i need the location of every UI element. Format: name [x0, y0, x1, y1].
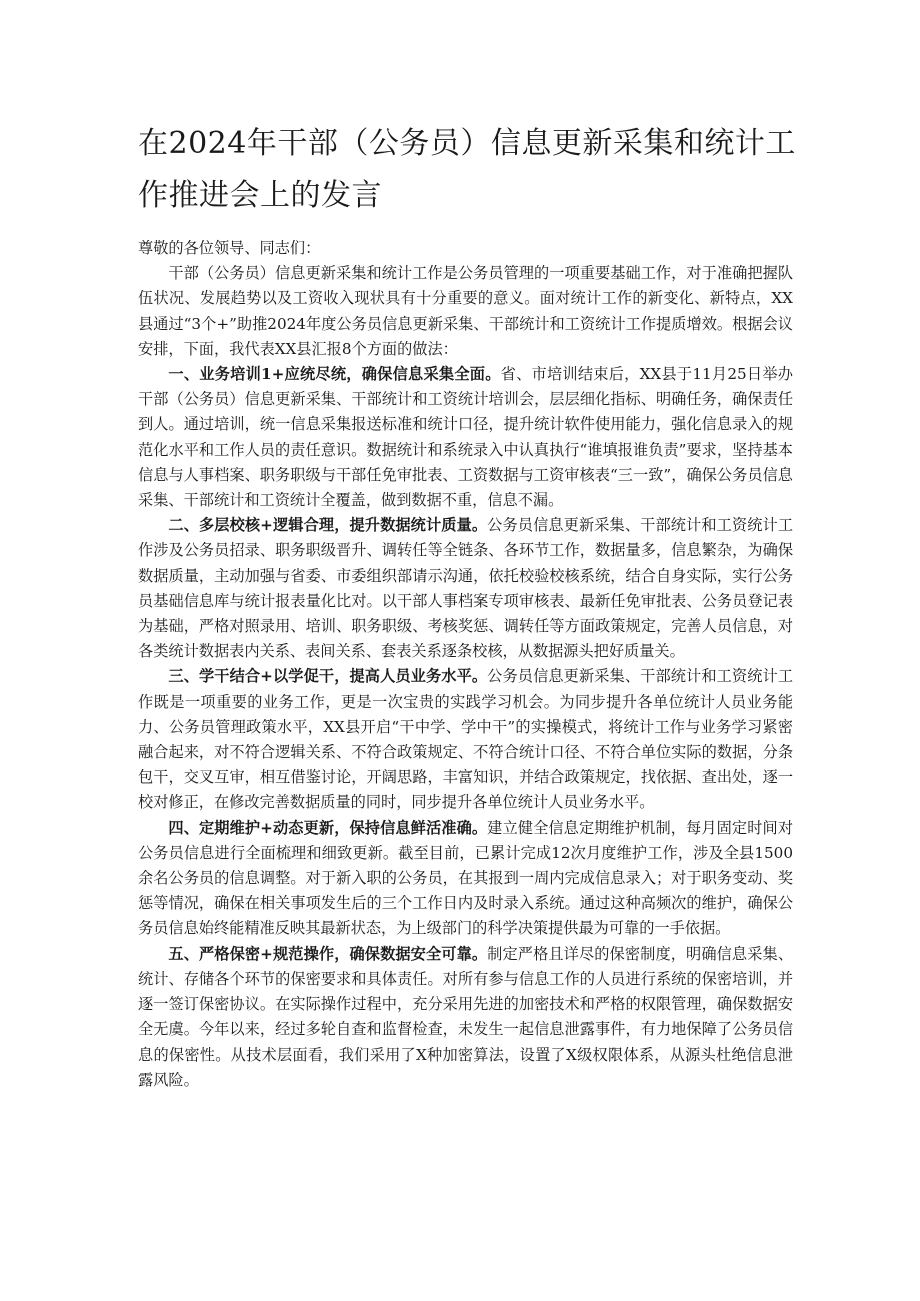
section-text: 省、市培训结束后，XX县于11月25日举办干部（公务员）信息更新采集、干部统计和工资统计培训会，层层细化指标、明确任务，确保责任到人。通过培训，统一信息采集报送标准和统计口径，提升统计软件使用能力，强化信息录入的规范化水平和工作人员的责任意识。数据统计和系统录入中认真执行“谁填报谁负责”要求，坚持基本信息与人事档案、职务职级与干部任免审批表、工资数据与工资审核表“三一致”，确保公务员信息采集、干部统计和工资统计全覆盖，做到数据不重，信息不漏。 — [138, 365, 793, 510]
section-text: 公务员信息更新采集、干部统计和工资统计工作既是一项重要的业务工作，更是一次宝贵的实践学习机会。为同步提升各单位统计人员业务能力、公务员管理政策水平，XX县开启“干中学、学中干”的实操模式，将统计工作与业务学习紧密融合起来，对不符合逻辑关系、不符合政策规定、不符合统计口径、不符合单位实际的数据，分条包干，交叉互审，相互借鉴讨论，开阔思路，丰富知识，并结合政策规定，找依据、查出处，逐一校对修正，在修改完善数据质量的同时，同步提升各单位统计人员业务水平。 — [138, 667, 793, 812]
salutation: 尊敬的各位领导、同志们： — [138, 239, 321, 257]
section-paragraph — [138, 513, 793, 664]
intro-paragraph: 干部（公务员）信息更新采集和统计工作是公务员管理的一项重要基础工作，对于准确把握队伍状况、发展趋势以及工资收入现状具有十分重要的意义。面对统计工作的新变化、新特点，XX县通过“3个+”助推2024年度公务员信息更新采集、干部统计和工资统计工作提质增效。根据会议安排，下面，我代表XX县汇报8个方面的做法： — [138, 264, 793, 358]
section-text: 公务员信息更新采集、干部统计和工资统计工作涉及公务员招录、职务职级晋升、调转任等全链条、各环节工作，数据量多，信息繁杂，为确保数据质量，主动加强与省委、市委组织部请示沟通，依托校验校核系统，结合自身实际，实行公务员基础信息库与统计报表量化比对。以干部人事档案专项审核表、最新任免审批表、公务员登记表为基础，严格对照录用、培训、职务职级、考核奖惩、调转任等方面政策规定，完善人员信息，对各类统计数据表内关系、表间关系、套表关系逐条校核，从数据源头把好质量关。 — [138, 516, 793, 661]
section-paragraph — [138, 362, 793, 513]
document-body — [138, 236, 793, 1093]
section-heading: 二、多层校核+逻辑合理，提升数据统计质量。 — [168, 516, 488, 535]
section-paragraph — [138, 664, 793, 815]
section-paragraph — [138, 816, 793, 942]
section-heading: 一、业务培训1+应统尽统，确保信息采集全面。 — [168, 365, 501, 384]
section-heading: 三、学干结合+以学促干，提高人员业务水平。 — [168, 667, 488, 686]
section-text: 制定严格且详尽的保密制度，明确信息采集、统计、存储各个环节的保密要求和具体责任。对所有参与信息工作的人员进行系统的保密培训，并逐一签订保密协议。在实际操作过程中，充分采用先进的加密技术和严格的权限管理，确保数据安全无虞。今年以来，经过多轮自查和监督检查，未发生一起信息泄露事件，有力地保障了公务员信息的保密性。从技术层面看，我们采用了X种加密算法，设置了X级权限体系，从源头杜绝信息泄露风险。 — [138, 944, 793, 1089]
document-title: 在2024年干部（公务员）信息更新采集和统计工作推进会上的发言 — [138, 126, 796, 213]
section-heading: 四、定期维护+动态更新，保持信息鲜活准确。 — [168, 818, 488, 837]
section-paragraph — [138, 942, 793, 1093]
section-heading: 五、严格保密+规范操作，确保数据安全可靠。 — [168, 944, 488, 963]
section-text: 建立健全信息定期维护机制，每月固定时间对公务员信息进行全面梳理和细致更新。截至目前，已累计完成12次月度维护工作，涉及全县1500余名公务员的信息调整。对于新入职的公务员，在其报到一周内完成信息录入；对于职务变动、奖惩等情况，确保在相关事项发生后的三个工作日内及时录入系统。通过这种高频次的维护，确保公务员信息始终能精准反映其最新状态，为上级部门的科学决策提供最为可靠的一手依据。 — [138, 818, 793, 938]
